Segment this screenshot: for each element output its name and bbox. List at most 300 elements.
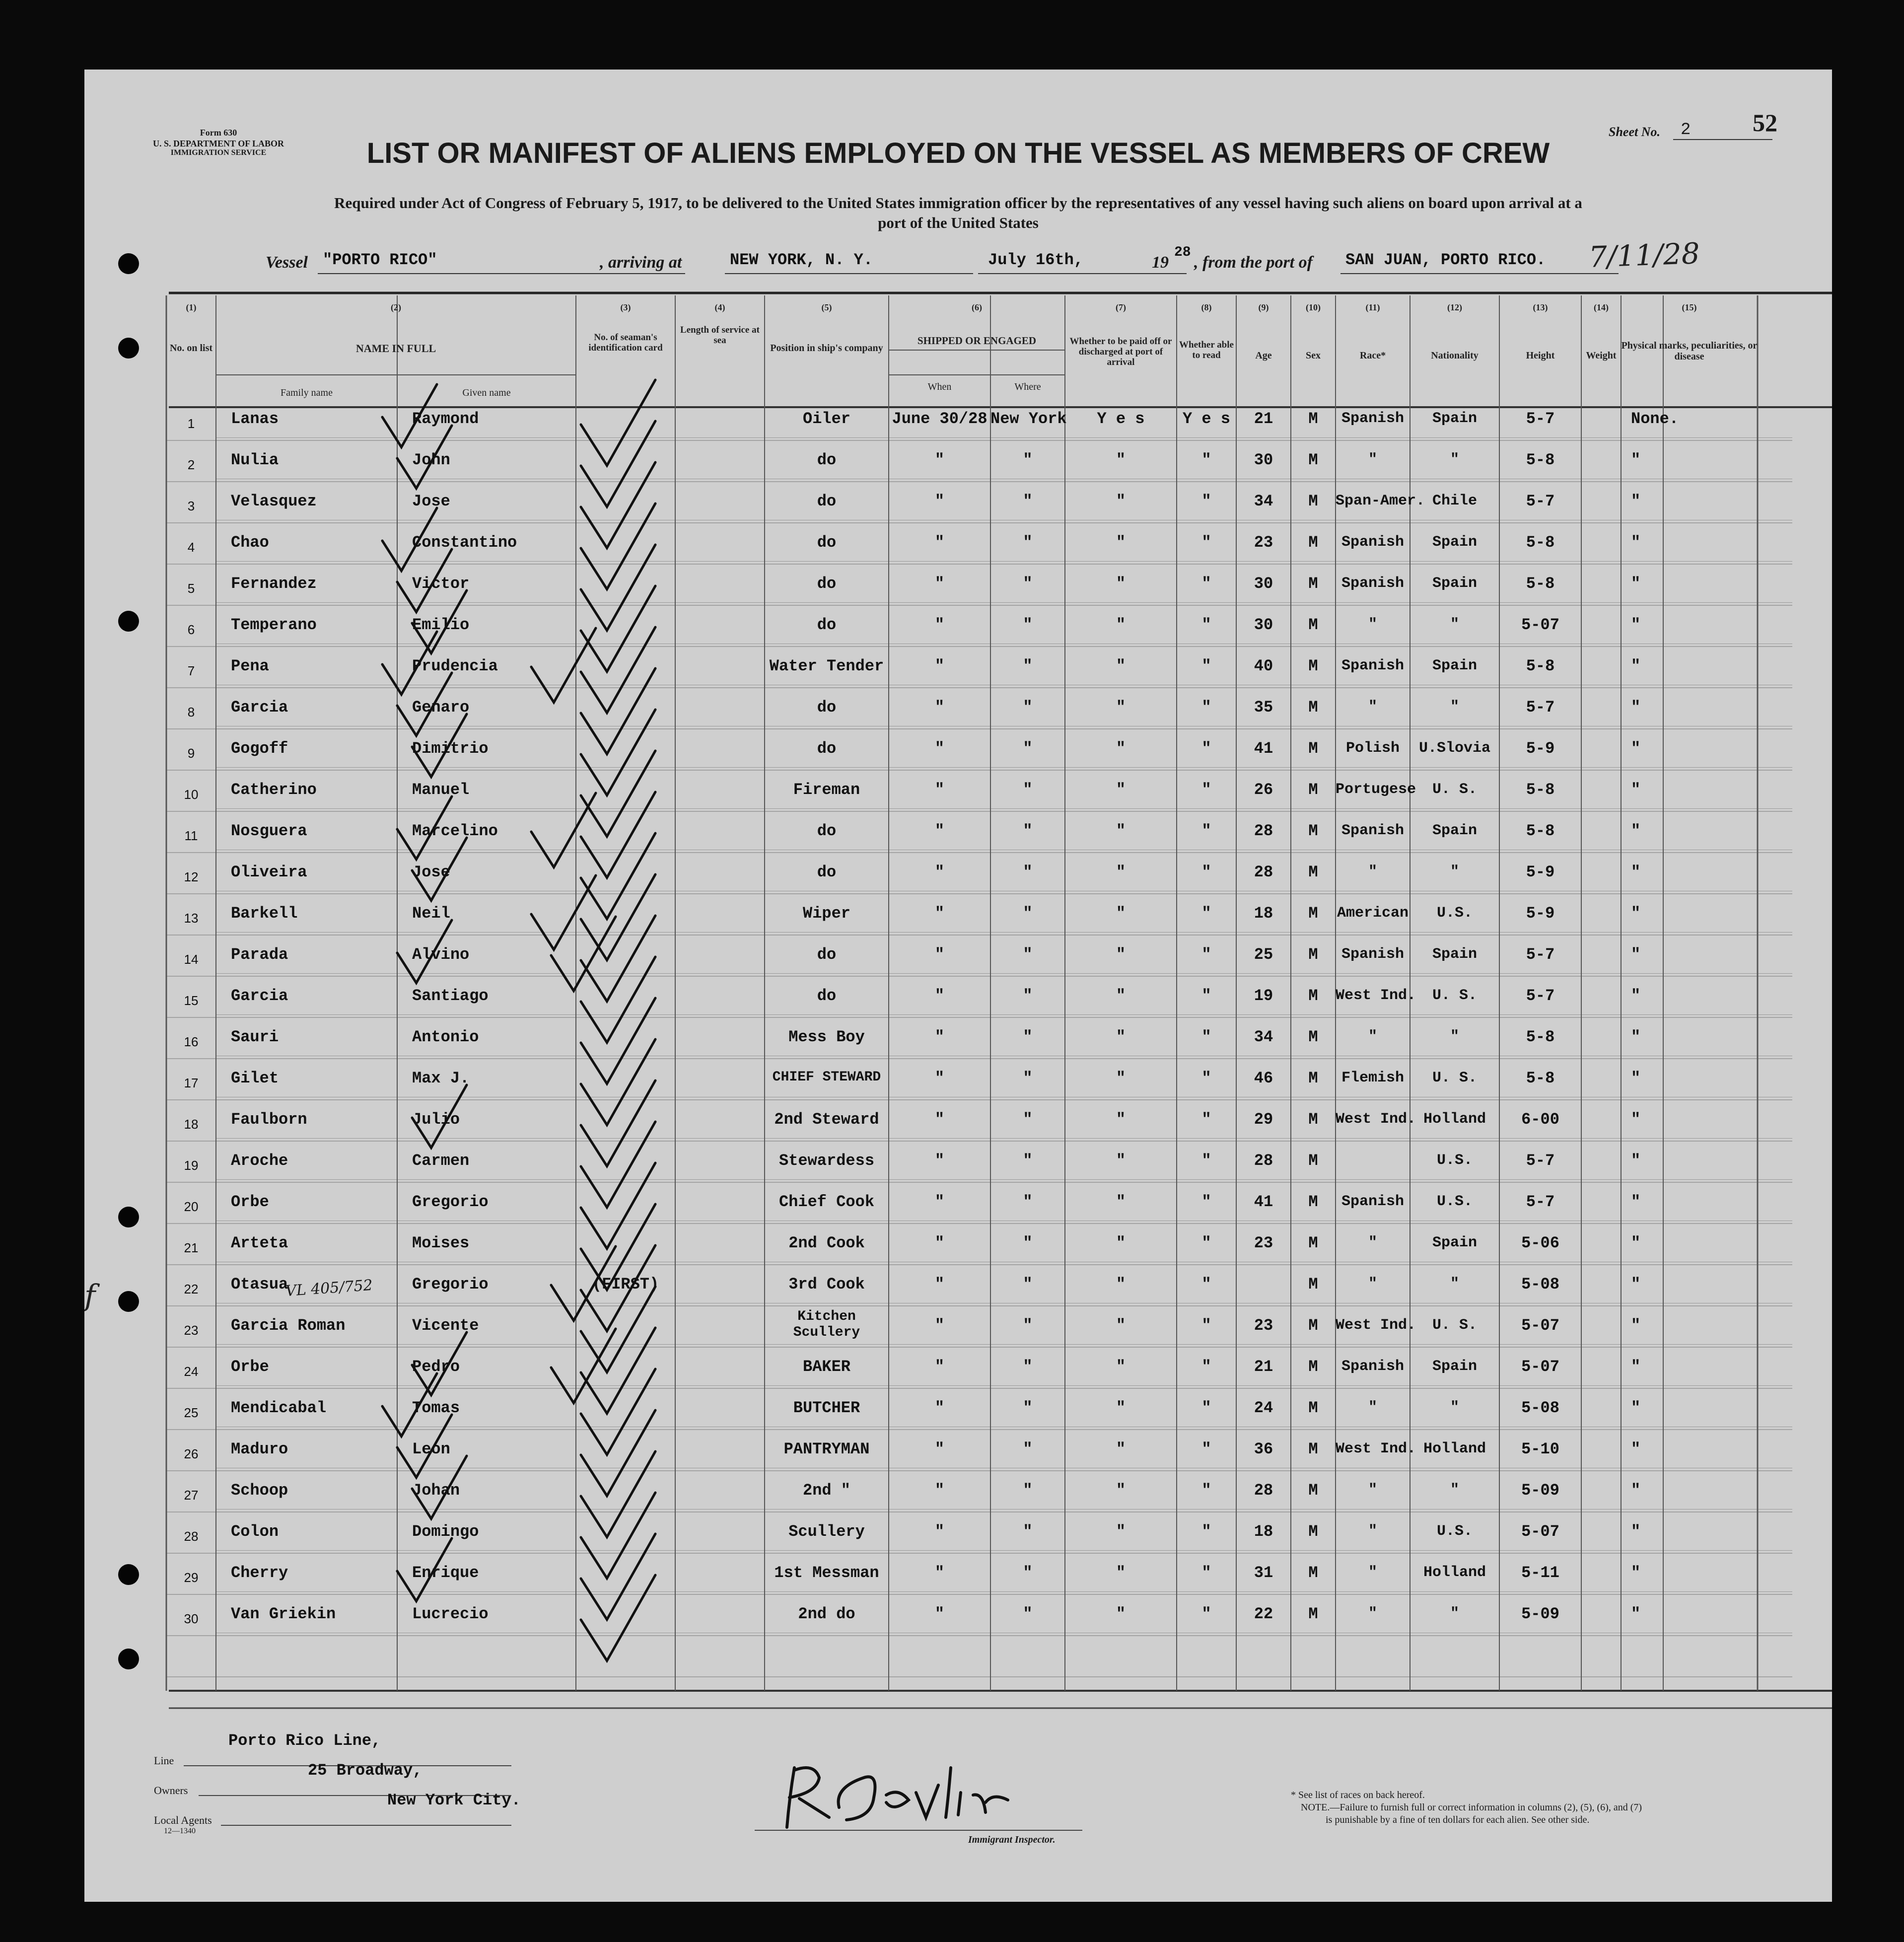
cell-position: Fireman: [793, 781, 860, 799]
header-physical-marks: Physical marks, peculiarities, or disease: [1621, 340, 1758, 362]
cell-physical: ": [1631, 1193, 1641, 1211]
cell-position: 2nd Cook: [788, 1234, 865, 1252]
cell-physical: ": [1631, 451, 1641, 469]
cell-nationality: ": [1450, 1276, 1459, 1293]
cell-sex: M: [1308, 533, 1318, 552]
cell-where: ": [1023, 492, 1033, 510]
header-where: Where: [1014, 381, 1041, 392]
cell-height: 5-7: [1526, 1151, 1555, 1170]
arrival-date: July 16th,: [988, 251, 1084, 269]
cell-where: ": [1023, 781, 1033, 799]
cell-sex: M: [1308, 410, 1318, 428]
cell-race: American: [1337, 905, 1409, 922]
vessel-label: Vessel: [266, 253, 308, 272]
cell-given: Santiago: [412, 987, 489, 1005]
arriving-label: , arriving at: [600, 253, 682, 272]
cell-age: 34: [1254, 1028, 1273, 1046]
cell-read: ": [1201, 1522, 1211, 1541]
agents-underline: [221, 1825, 511, 1826]
cell-family: Van Griekin: [231, 1605, 336, 1623]
column-number-7: (7): [1116, 302, 1126, 312]
cell-age: 18: [1254, 1522, 1273, 1541]
cell-nationality: U.S.: [1436, 1193, 1473, 1210]
cell-nationality: U. S.: [1432, 1317, 1477, 1334]
line-value: Porto Rico Line,: [228, 1731, 381, 1750]
cell-age: 21: [1254, 410, 1273, 428]
cell-height: 6-00: [1521, 1110, 1559, 1129]
cell-sex: M: [1308, 1481, 1318, 1500]
cell-where: ": [1023, 451, 1033, 469]
cell-physical: ": [1631, 863, 1641, 881]
year-suffix: 28: [1174, 245, 1191, 260]
cell-age: 41: [1254, 1193, 1273, 1211]
cell-paid: ": [1116, 904, 1126, 923]
header-when: When: [927, 381, 952, 392]
check-mark-icon: [397, 673, 452, 736]
cell-given: Dimitrio: [412, 739, 489, 758]
cell-age: 21: [1254, 1358, 1273, 1376]
cell-race: Polish: [1345, 740, 1400, 757]
cell-race: West Ind.: [1336, 1440, 1416, 1457]
cell-physical: None.: [1631, 410, 1679, 428]
check-mark-icon: [581, 833, 655, 919]
inspector-underline: [755, 1830, 1082, 1831]
cell-nationality: Holland: [1423, 1564, 1486, 1581]
cell-given: Marcelino: [412, 822, 498, 840]
check-mark-icon: [581, 380, 655, 466]
cell-where: ": [1023, 822, 1033, 840]
cell-where: ": [1023, 863, 1033, 881]
cell-given: Max J.: [412, 1069, 470, 1087]
cell-position: 2nd do: [798, 1605, 855, 1623]
cell-no: 26: [184, 1446, 199, 1461]
cell-race: ": [1368, 1028, 1377, 1045]
cell-when: ": [934, 698, 945, 717]
cell-given: Constantino: [412, 533, 517, 552]
cell-height: 5-07: [1521, 616, 1559, 634]
cell-read: ": [1201, 1110, 1211, 1129]
cell-where: ": [1023, 1564, 1033, 1582]
owners-value: 25 Broadway,: [308, 1761, 423, 1780]
cell-race: ": [1368, 451, 1377, 468]
cell-where: ": [1023, 1522, 1033, 1541]
cell-height: 5-7: [1526, 1193, 1555, 1211]
cell-paid: ": [1116, 1358, 1126, 1376]
cell-height: 5-7: [1526, 698, 1555, 717]
cell-position: PANTRYMAN: [783, 1440, 870, 1458]
manifest-sheet: [84, 70, 1832, 1902]
punch-hole: [118, 1649, 139, 1669]
check-mark-icon: [581, 1410, 655, 1496]
cell-position: do: [817, 739, 837, 758]
cell-height: 5-8: [1526, 822, 1555, 840]
cell-paid: ": [1116, 1440, 1126, 1458]
cell-given: Raymond: [412, 410, 479, 428]
cell-paid: ": [1116, 698, 1126, 717]
cell-given: Moises: [412, 1234, 470, 1252]
cell-no: 19: [184, 1158, 199, 1173]
check-mark-icon: [581, 998, 655, 1084]
cell-age: 22: [1254, 1605, 1273, 1623]
cell-position: 1st Messman: [774, 1564, 879, 1582]
cell-family: Aroche: [231, 1151, 288, 1170]
cell-position: BAKER: [802, 1358, 850, 1376]
cell-when: ": [934, 1522, 945, 1541]
cell-paid: ": [1116, 1481, 1126, 1500]
cell-position: do: [817, 863, 837, 881]
cell-position: do: [817, 451, 837, 469]
cell-where: ": [1023, 533, 1033, 552]
cell-where: ": [1023, 1234, 1033, 1252]
cell-age: 25: [1254, 945, 1273, 964]
cell-read: ": [1201, 616, 1211, 634]
header-able-read: Whether able to read: [1179, 340, 1234, 360]
cell-physical: ": [1631, 945, 1641, 964]
header-weight: Weight: [1586, 350, 1617, 361]
header-race: Race*: [1359, 350, 1386, 361]
cell-family: Colon: [231, 1522, 279, 1541]
cell-height: 5-11: [1521, 1564, 1559, 1582]
cell-where: ": [1023, 1316, 1033, 1335]
cell-family: Gogoff: [231, 739, 288, 758]
cell-age: 23: [1254, 533, 1273, 552]
cell-position: BUTCHER: [793, 1399, 860, 1417]
cell-nationality: Spain: [1432, 410, 1477, 427]
cell-paid: Y e s: [1097, 410, 1145, 428]
check-mark-icon: [581, 668, 655, 754]
cell-age: 36: [1254, 1440, 1273, 1458]
cell-physical: ": [1631, 657, 1641, 675]
cell-given: Johan: [412, 1481, 460, 1500]
cell-nationality: U.S.: [1436, 905, 1473, 922]
cell-read: ": [1201, 1151, 1211, 1170]
check-mark-icon: [551, 917, 616, 991]
cell-read: ": [1201, 739, 1211, 758]
header-family-name: Family name: [281, 387, 333, 398]
cell-paid: ": [1116, 492, 1126, 510]
cell-race: ": [1368, 1234, 1377, 1251]
cell-position: do: [817, 616, 837, 634]
cell-when: ": [934, 1316, 945, 1335]
cell-family: Parada: [231, 945, 288, 964]
punch-hole: [118, 1207, 139, 1227]
header-nationality: Nationality: [1431, 350, 1479, 361]
cell-height: 5-08: [1521, 1275, 1559, 1294]
cell-where: ": [1023, 739, 1033, 758]
cell-where: ": [1023, 657, 1033, 675]
cell-sex: M: [1308, 987, 1318, 1005]
cell-read: Y e s: [1182, 410, 1230, 428]
cell-paid: ": [1116, 1522, 1126, 1541]
cell-read: ": [1201, 781, 1211, 799]
cell-when: ": [934, 863, 945, 881]
cell-nationality: ": [1450, 1605, 1459, 1622]
cell-no: 17: [184, 1076, 199, 1090]
cell-age: 26: [1254, 781, 1273, 799]
cell-physical: ": [1631, 1151, 1641, 1170]
service-name: IMMIGRATION SERVICE: [170, 148, 267, 157]
cell-height: 5-08: [1521, 1399, 1559, 1417]
cell-family: Nulia: [231, 451, 279, 469]
cell-physical: ": [1631, 492, 1641, 510]
cell-physical: ": [1631, 1358, 1641, 1376]
check-mark-icon: [581, 1575, 655, 1661]
cell-family: Arteta: [231, 1234, 288, 1252]
row22-annotation: VL 405/752: [284, 1276, 373, 1300]
cell-sex: M: [1308, 1564, 1318, 1582]
cell-age: 29: [1254, 1110, 1273, 1129]
cell-where: ": [1023, 1481, 1033, 1500]
check-mark-icon: [412, 714, 467, 777]
cell-no: 9: [187, 746, 195, 761]
punch-hole: [118, 1564, 139, 1585]
handwritten-date: 7/11/28: [1588, 236, 1700, 274]
cell-when: ": [934, 1564, 945, 1582]
cell-given: Emilio: [412, 616, 470, 634]
cell-given: Genaro: [412, 698, 470, 717]
cell-position: Wiper: [802, 904, 850, 923]
cell-race: West Ind.: [1336, 987, 1416, 1004]
cell-no: 5: [187, 581, 195, 596]
cell-no: 23: [184, 1323, 199, 1338]
cell-given: Alvino: [412, 945, 470, 964]
cell-when: ": [934, 945, 945, 964]
header-id-card: No. of seaman's identification card: [588, 332, 663, 353]
department-name: U. S. DEPARTMENT OF LABOR: [152, 139, 284, 148]
column-number-10: (10): [1306, 302, 1321, 312]
cell-paid: ": [1116, 945, 1126, 964]
cell-nationality: Holland: [1423, 1111, 1486, 1128]
cell-when: ": [934, 451, 945, 469]
check-mark-icon: [581, 1451, 655, 1537]
cell-family: Nosguera: [231, 822, 307, 840]
cell-family: Gilet: [231, 1069, 279, 1087]
cell-family: Temperano: [231, 616, 317, 634]
cell-given: Carmen: [412, 1151, 470, 1170]
cell-read: ": [1201, 533, 1211, 552]
cell-height: 5-7: [1526, 410, 1555, 428]
cell-height: 5-07: [1521, 1522, 1559, 1541]
check-marks: [84, 70, 1832, 1902]
cell-height: 5-10: [1521, 1440, 1559, 1458]
cell-physical: ": [1631, 575, 1641, 593]
check-mark-icon: [412, 590, 467, 653]
cell-race: ": [1368, 1564, 1377, 1581]
cell-read: ": [1201, 698, 1211, 717]
cell-sex: M: [1308, 616, 1318, 634]
arrival-port: NEW YORK, N. Y.: [730, 251, 873, 269]
cell-family: Garcia Roman: [231, 1316, 346, 1335]
cell-read: ": [1201, 1564, 1211, 1582]
cell-family: Schoop: [231, 1481, 288, 1500]
cell-where: ": [1023, 1193, 1033, 1211]
cell-where: ": [1023, 1358, 1033, 1376]
cell-paid: ": [1116, 616, 1126, 634]
header-length-service: Length of service at sea: [680, 325, 760, 346]
cell-race: West Ind.: [1336, 1111, 1416, 1128]
vessel-name: "PORTO RICO": [323, 251, 437, 269]
cell-family: Chao: [231, 533, 269, 552]
cell-paid: ": [1116, 739, 1126, 758]
cell-paid: ": [1116, 1564, 1126, 1582]
cell-sex: M: [1308, 1358, 1318, 1376]
cell-sex: M: [1308, 781, 1318, 799]
cell-physical: ": [1631, 1316, 1641, 1335]
check-mark-icon: [412, 838, 467, 901]
cell-age: 30: [1254, 451, 1273, 469]
column-number-12: (12): [1447, 302, 1462, 312]
cell-when: ": [934, 1028, 945, 1046]
cell-given: Enrique: [412, 1564, 479, 1582]
cell-sex: M: [1308, 1605, 1318, 1623]
cell-position: Water Tender: [769, 657, 884, 675]
cell-given: Leon: [412, 1440, 450, 1458]
cell-given: Julio: [412, 1110, 460, 1129]
cell-physical: ": [1631, 533, 1641, 552]
cell-position: Chief Cook: [778, 1193, 875, 1211]
check-mark-icon: [581, 792, 655, 878]
inspector-label: Immigrant Inspector.: [968, 1834, 1056, 1845]
cell-nationality: ": [1450, 863, 1459, 880]
cell-where: ": [1023, 1275, 1033, 1294]
cell-height: 5-8: [1526, 1069, 1555, 1087]
punch-hole: [118, 1291, 139, 1312]
cell-when: ": [934, 1399, 945, 1417]
cell-physical: ": [1631, 616, 1641, 634]
check-mark-icon: [581, 957, 655, 1043]
cell-age: 28: [1254, 1151, 1273, 1170]
cell-no: 14: [184, 952, 199, 967]
cell-when: ": [934, 575, 945, 593]
cell-nationality: Holland: [1423, 1440, 1486, 1457]
cell-when: ": [934, 1151, 945, 1170]
header-age: Age: [1255, 350, 1272, 361]
cell-sex: M: [1308, 698, 1318, 717]
punch-hole: [118, 253, 139, 274]
cell-race: Span-Amer.: [1336, 493, 1425, 509]
header-position: Position in ship's company: [770, 343, 883, 354]
check-mark-icon: [581, 710, 655, 795]
cell-family: Maduro: [231, 1440, 288, 1458]
cell-physical: ": [1631, 1399, 1641, 1417]
cell-given: Neil: [412, 904, 450, 923]
cell-age: 40: [1254, 657, 1273, 675]
cell-sex: M: [1308, 1522, 1318, 1541]
cell-no: 28: [184, 1529, 199, 1544]
cell-physical: ": [1631, 1522, 1641, 1541]
cell-physical: ": [1631, 1234, 1641, 1252]
cell-position: do: [817, 822, 837, 840]
cell-height: 5-7: [1526, 987, 1555, 1005]
cell-given: Jose: [412, 863, 450, 881]
cell-no: 25: [184, 1405, 199, 1420]
cell-nationality: Spain: [1432, 575, 1477, 592]
fine-note-1: NOTE.—Failure to furnish full or correct information in columns (2), (5), (6), and (7): [1301, 1802, 1642, 1813]
check-mark-icon: [581, 1287, 655, 1372]
cell-paid: ": [1116, 1110, 1126, 1129]
agents-value: New York City.: [387, 1791, 521, 1809]
cell-physical: ": [1631, 1440, 1641, 1458]
cell-read: ": [1201, 451, 1211, 469]
cell-sex: M: [1308, 1028, 1318, 1046]
check-mark-icon: [382, 1373, 437, 1437]
cell-read: ": [1201, 1440, 1211, 1458]
cell-sex: M: [1308, 657, 1318, 675]
check-mark-icon: [581, 545, 655, 631]
cell-family: Pena: [231, 657, 269, 675]
cell-nationality: Spain: [1432, 946, 1477, 963]
cell-when: ": [934, 822, 945, 840]
check-mark-icon: [397, 549, 452, 612]
cell-paid: ": [1116, 1316, 1126, 1335]
agents-label: Local Agents: [154, 1814, 212, 1826]
cell-position: do: [817, 945, 837, 964]
cell-read: ": [1201, 822, 1211, 840]
cell-paid: ": [1116, 1275, 1126, 1294]
cell-physical: ": [1631, 1481, 1641, 1500]
cell-position: Kitchen Scullery: [793, 1309, 860, 1340]
cell-physical: ": [1631, 1275, 1641, 1294]
cell-family: Barkell: [231, 904, 298, 923]
check-mark-icon: [581, 1080, 655, 1166]
cell-read: ": [1201, 1234, 1211, 1252]
header-paid-off: Whether to be paid off or discharged at port of arrival: [1069, 336, 1172, 367]
punch-hole: [118, 611, 139, 632]
cell-age: 30: [1254, 575, 1273, 593]
cell-nationality: ": [1450, 1399, 1459, 1416]
cell-when: ": [934, 1481, 945, 1500]
cell-read: ": [1201, 1399, 1211, 1417]
cell-where: New York: [990, 410, 1067, 428]
column-number-14: (14): [1594, 302, 1609, 312]
check-mark-icon: [581, 1369, 655, 1455]
cell-read: ": [1201, 575, 1211, 593]
cell-where: ": [1023, 1110, 1033, 1129]
column-number-9: (9): [1258, 302, 1269, 312]
cell-sex: M: [1308, 904, 1318, 923]
cell-sex: M: [1308, 1275, 1318, 1294]
cell-where: ": [1023, 1069, 1033, 1087]
cell-height: 5-8: [1526, 575, 1555, 593]
cell-when: ": [934, 1358, 945, 1376]
cell-sex: M: [1308, 1110, 1318, 1129]
cell-physical: ": [1631, 1028, 1641, 1046]
cell-no: 13: [184, 911, 199, 926]
cell-height: 5-9: [1526, 739, 1555, 758]
cell-height: 5-8: [1526, 533, 1555, 552]
cell-paid: ": [1116, 451, 1126, 469]
check-mark-icon: [581, 421, 655, 507]
header-name-in-full: NAME IN FULL: [355, 342, 436, 355]
cell-position: Stewardess: [778, 1151, 875, 1170]
column-number-4: (4): [714, 302, 725, 312]
cell-given: Victor: [412, 575, 470, 593]
cell-height: 5-8: [1526, 1028, 1555, 1046]
cell-nationality: ": [1450, 699, 1459, 716]
cell-sex: M: [1308, 1316, 1318, 1335]
cell-nationality: ": [1450, 1482, 1459, 1499]
check-mark-icon: [412, 1085, 467, 1148]
column-number-5: (5): [821, 302, 832, 312]
cell-when: ": [934, 904, 945, 923]
cell-nationality: U.S.: [1436, 1152, 1473, 1169]
check-mark-icon: [581, 1122, 655, 1208]
cell-height: 5-8: [1526, 451, 1555, 469]
cell-card: (FIRST): [592, 1275, 659, 1294]
cell-position: 2nd ": [802, 1481, 850, 1500]
cell-when: ": [934, 1275, 945, 1294]
cell-read: ": [1201, 987, 1211, 1005]
